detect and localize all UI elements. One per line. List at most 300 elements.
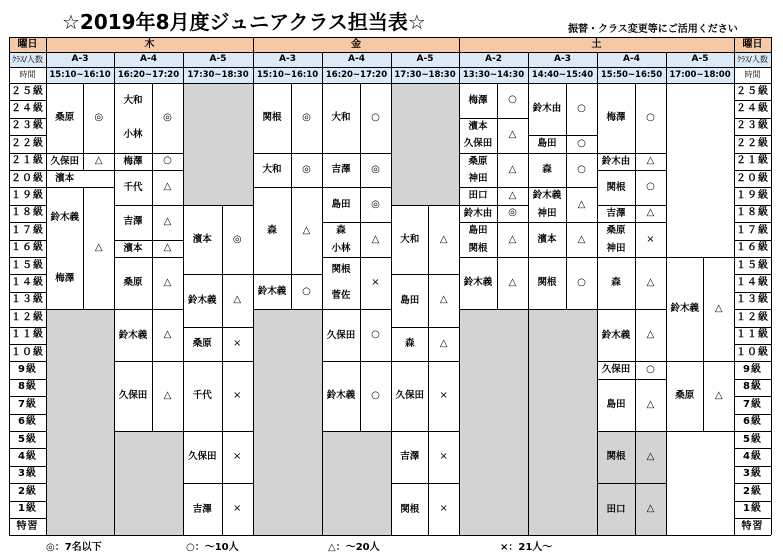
grid-line	[291, 274, 292, 309]
class-name: A-5	[391, 52, 459, 67]
teacher-name: 桑原	[675, 390, 695, 402]
teacher-name: 鈴木義	[601, 329, 631, 341]
grid-line	[222, 327, 223, 362]
grid-line	[83, 83, 84, 153]
grid-line	[734, 379, 771, 380]
grid-line	[9, 483, 46, 484]
enrollment-mark: ○	[371, 390, 380, 402]
grid-line	[360, 222, 361, 257]
grid-line	[635, 379, 636, 431]
teacher-name: 千代	[123, 181, 143, 193]
grid-line	[9, 448, 46, 449]
grid-line	[734, 448, 771, 449]
grid-line	[497, 153, 498, 188]
grid-line	[9, 205, 46, 206]
legend-up-to-10: ○：～10人	[186, 542, 239, 553]
class-name: A-4	[114, 52, 183, 67]
level-label: 1級	[18, 503, 37, 515]
grid-line	[635, 257, 636, 309]
grid-line	[734, 292, 771, 293]
enrollment-mark: △	[163, 329, 172, 341]
enrollment-mark: △	[577, 233, 586, 245]
teacher-name: 島田	[537, 138, 557, 150]
level-label: 3級	[743, 468, 762, 480]
grid-line	[734, 257, 771, 258]
enrollment-mark: ○	[646, 111, 655, 123]
grid-line	[9, 222, 46, 223]
teacher-name: 鈴木義	[50, 212, 79, 224]
grid-line	[222, 361, 223, 431]
enrollment-mark: △	[508, 277, 517, 289]
grid-line	[497, 222, 498, 257]
level-label: １１級	[736, 329, 769, 341]
level-label: １０級	[11, 346, 44, 358]
weekday-header-right: 曜日	[734, 37, 771, 52]
teacher-name: 千代	[192, 390, 212, 402]
class-name: A-2	[459, 52, 528, 67]
grid-line	[9, 535, 771, 536]
level-label: １２級	[11, 311, 44, 323]
grid-line	[635, 83, 636, 153]
level-label: ２４級	[11, 103, 44, 115]
grid-line	[9, 135, 46, 136]
enrollment-mark: ○	[577, 163, 586, 175]
level-label: １９級	[736, 190, 769, 202]
no-class-area	[46, 309, 114, 535]
grid-line	[152, 361, 153, 431]
level-label: 9級	[18, 364, 37, 376]
grid-line	[635, 222, 636, 257]
class-name: A-5	[666, 52, 734, 67]
class-header-right: ｸﾗｽ/人数	[734, 52, 771, 67]
class-name: A-3	[46, 52, 114, 67]
enrollment-mark: △	[646, 503, 655, 515]
enrollment-mark: △	[94, 155, 103, 167]
enrollment-mark: ◎	[302, 163, 311, 175]
enrollment-mark: △	[577, 198, 586, 210]
level-label: 2級	[743, 485, 762, 497]
enrollment-mark: ×	[233, 390, 242, 402]
teacher-name: 田口	[606, 503, 626, 515]
grid-line	[734, 100, 771, 101]
level-label: 5級	[18, 433, 37, 445]
enrollment-mark: △	[163, 216, 172, 228]
grid-line	[114, 431, 183, 432]
level-label: 4級	[18, 451, 37, 463]
day-thursday: 木	[46, 37, 253, 52]
teacher-name: 桑原	[468, 155, 488, 167]
level-label: 7級	[18, 398, 37, 410]
level-label: ２２級	[736, 137, 769, 149]
grid-line	[734, 153, 771, 154]
teacher-name: 森	[336, 225, 346, 237]
grid-line	[360, 309, 361, 361]
level-label: １０級	[736, 346, 769, 358]
grid-line	[9, 67, 771, 68]
teacher-name: 桑原	[55, 112, 75, 124]
time-header-right: 時間	[744, 70, 761, 79]
teacher-name: 神田	[468, 172, 488, 184]
teacher-name: 鈴木由	[532, 103, 562, 115]
enrollment-mark: ○	[646, 364, 655, 376]
teacher-name: 大和	[331, 112, 351, 124]
grid-line	[771, 37, 772, 535]
no-class-area	[459, 309, 528, 535]
grid-line	[46, 37, 47, 535]
grid-line	[666, 431, 734, 432]
enrollment-mark: △	[94, 242, 103, 254]
teacher-name: 桑原	[192, 338, 212, 350]
teacher-name: 鈴木義	[257, 286, 287, 298]
grid-line	[9, 83, 771, 84]
teacher-name: 吉澤	[606, 207, 626, 219]
class-name: A-4	[597, 52, 666, 67]
enrollment-mark: △	[233, 294, 242, 306]
grid-line	[9, 37, 771, 38]
enrollment-mark: △	[714, 390, 723, 402]
enrollment-mark: △	[508, 233, 517, 245]
grid-line	[703, 361, 704, 431]
grid-line	[291, 83, 292, 153]
class-name: A-3	[253, 52, 322, 67]
class-name: A-5	[183, 52, 253, 67]
grid-line	[428, 431, 429, 483]
grid-line	[222, 483, 223, 535]
teacher-name: 久保田	[463, 138, 493, 150]
grid-line	[734, 501, 771, 502]
class-name: A-4	[322, 52, 391, 67]
grid-line	[497, 118, 498, 153]
teacher-name: 梅澤	[55, 272, 75, 284]
grid-line	[152, 83, 153, 153]
grid-line	[734, 135, 771, 136]
class-time: 17:30~18:30	[183, 67, 253, 83]
level-label: １６級	[11, 242, 44, 254]
level-label: １５級	[736, 259, 769, 271]
enrollment-mark: △	[163, 181, 172, 193]
teacher-name: 小林	[331, 242, 351, 254]
grid-line	[666, 52, 667, 535]
grid-line	[734, 466, 771, 467]
no-class-area	[322, 431, 391, 535]
grid-line	[734, 309, 771, 310]
grid-line	[9, 414, 46, 415]
teacher-name: 濱本	[192, 233, 212, 245]
teacher-name: 鈴木義	[326, 390, 356, 402]
grid-line	[597, 52, 598, 535]
level-label: 1級	[743, 503, 762, 515]
enrollment-mark: ×	[233, 451, 242, 463]
grid-line	[152, 309, 153, 361]
grid-line	[566, 135, 567, 152]
grid-line	[9, 344, 46, 345]
grid-line	[734, 344, 771, 345]
level-label: ２４級	[736, 103, 769, 115]
teacher-name: 久保田	[187, 451, 217, 463]
enrollment-mark: △	[371, 233, 380, 245]
grid-line	[152, 205, 153, 240]
class-header-left: ｸﾗｽ/人数	[9, 52, 46, 67]
level-label: 3級	[18, 468, 37, 480]
teacher-name: 大和	[123, 94, 143, 106]
enrollment-mark: ×	[439, 451, 448, 463]
enrollment-mark: △	[439, 337, 448, 349]
grid-line	[9, 292, 46, 293]
grid-line	[152, 170, 153, 205]
teacher-name: 関根	[468, 242, 488, 254]
teacher-name: 鈴木義	[118, 329, 148, 341]
level-label: １７級	[11, 224, 44, 236]
teacher-name: 桑原	[123, 277, 143, 289]
enrollment-mark: ×	[371, 277, 380, 289]
enrollment-mark: ×	[646, 233, 655, 245]
grid-line	[635, 361, 636, 378]
teacher-name: 久保田	[601, 364, 631, 376]
level-label: １５級	[11, 259, 44, 271]
enrollment-mark: ◎	[508, 207, 517, 219]
class-time: 15:10~16:10	[46, 67, 114, 83]
grid-line	[734, 327, 771, 328]
grid-line	[9, 466, 46, 467]
grid-line	[322, 52, 323, 535]
grid-line	[360, 257, 361, 309]
enrollment-mark: ◎	[94, 111, 104, 123]
teacher-name: 神田	[537, 207, 557, 219]
level-label: １３級	[736, 294, 769, 306]
no-class-area	[253, 309, 322, 535]
enrollment-mark: ○	[577, 137, 586, 149]
class-time: 16:20~17:20	[322, 67, 391, 83]
enrollment-mark: ○	[577, 277, 586, 289]
grid-line	[459, 37, 460, 535]
level-label: １４級	[11, 277, 44, 289]
level-label: １８級	[11, 207, 44, 219]
teacher-name: 梅澤	[606, 112, 626, 124]
grid-line	[635, 483, 636, 535]
teacher-name: 梅澤	[468, 94, 488, 106]
grid-line	[9, 187, 46, 188]
grid-line	[497, 187, 498, 204]
teacher-name: 鈴木由	[601, 155, 631, 167]
level-label: １１級	[11, 329, 44, 341]
teacher-name: 島田	[331, 199, 351, 211]
time-header-left: 時間	[19, 70, 36, 79]
legend-very-few: ◎：7名以下	[46, 542, 102, 553]
grid-line	[83, 187, 84, 309]
level-label: ２３級	[11, 120, 44, 132]
level-label: 2級	[18, 485, 37, 497]
teacher-name: 島田	[400, 294, 420, 306]
grid-line	[9, 100, 46, 101]
level-label: １４級	[736, 277, 769, 289]
no-class-area	[114, 431, 183, 535]
level-label: ２０級	[11, 172, 44, 184]
level-label: １９級	[11, 190, 44, 202]
grid-line	[459, 309, 528, 310]
grid-line	[734, 240, 771, 241]
grid-line	[152, 257, 153, 309]
grid-line	[528, 309, 597, 310]
grid-line	[360, 187, 361, 222]
level-label: 9級	[743, 364, 762, 376]
teacher-name: 久保田	[395, 390, 424, 402]
grid-line	[9, 52, 771, 53]
teacher-name: 島田	[606, 399, 626, 411]
teacher-name: 吉澤	[192, 503, 212, 515]
grid-line	[734, 205, 771, 206]
grid-line	[428, 361, 429, 431]
grid-line	[734, 222, 771, 223]
class-time: 17:30~18:30	[391, 67, 459, 83]
enrollment-mark: △	[302, 224, 311, 236]
level-label: 5級	[743, 433, 762, 445]
grid-line	[391, 52, 392, 535]
teacher-name: 吉澤	[400, 451, 420, 463]
teacher-name: 小林	[123, 129, 143, 141]
enrollment-mark: △	[508, 190, 517, 202]
teacher-name: 濱本	[468, 120, 488, 132]
teacher-name: 関根	[606, 451, 626, 463]
teacher-name: 菅佐	[331, 290, 351, 302]
teacher-name: 濱本	[55, 172, 75, 184]
level-label: 4級	[743, 451, 762, 463]
level-label: ２２級	[11, 137, 44, 149]
enrollment-mark: ×	[439, 503, 448, 515]
level-label: 特習	[16, 520, 39, 532]
grid-line	[9, 257, 46, 258]
grid-line	[9, 153, 46, 154]
level-label: ２１級	[736, 155, 769, 167]
enrollment-mark: ◎	[163, 111, 172, 123]
grid-line	[291, 187, 292, 274]
grid-line	[734, 396, 771, 397]
enrollment-mark: ○	[646, 181, 655, 193]
no-class-area	[183, 83, 253, 205]
enrollment-mark: △	[439, 294, 448, 306]
teacher-name: 関根	[331, 264, 351, 276]
teacher-name: 関根	[537, 277, 557, 289]
class-time: 15:50~16:50	[597, 67, 666, 83]
grid-line	[222, 205, 223, 275]
teacher-name: 森	[267, 225, 277, 237]
enrollment-mark: △	[646, 329, 655, 341]
teacher-name: 吉澤	[331, 164, 351, 176]
enrollment-mark: ○	[302, 285, 311, 297]
enrollment-mark: ○	[163, 155, 172, 167]
grid-line	[222, 431, 223, 483]
enrollment-mark: △	[508, 163, 517, 175]
usage-note: 振替・クラス変更等にご活用ください	[568, 24, 738, 35]
grid-line	[566, 257, 567, 309]
enrollment-mark: △	[646, 155, 655, 167]
enrollment-mark: ×	[233, 337, 242, 349]
teacher-name: 大和	[262, 164, 282, 176]
class-time: 16:20~17:20	[114, 67, 183, 83]
level-label: ２５級	[736, 85, 769, 97]
grid-line	[9, 327, 46, 328]
day-saturday: 土	[459, 37, 734, 52]
grid-line	[635, 205, 636, 222]
grid-line	[9, 274, 46, 275]
enrollment-mark: ○	[371, 329, 380, 341]
grid-line	[291, 153, 292, 188]
grid-line	[9, 396, 46, 397]
teacher-name: 桑原	[606, 225, 626, 237]
level-label: ２５級	[11, 85, 44, 97]
enrollment-mark: ×	[439, 390, 448, 402]
grid-line	[46, 309, 114, 310]
grid-line	[635, 170, 636, 205]
page-title: ☆2019年8月度ジュニアクラス担当表☆	[62, 10, 426, 34]
grid-line	[734, 274, 771, 275]
grid-line	[734, 431, 771, 432]
level-label: 8級	[18, 381, 37, 393]
enrollment-mark: △	[646, 451, 655, 463]
teacher-name: 森	[404, 338, 415, 350]
grid-line	[635, 431, 636, 483]
grid-line	[428, 274, 429, 326]
teacher-name: 鈴木義	[187, 294, 217, 306]
class-time: 17:00~18:00	[666, 67, 734, 83]
teacher-name: 関根	[606, 181, 626, 193]
teacher-name: 梅澤	[123, 155, 143, 167]
enrollment-mark: ◎	[371, 163, 380, 175]
grid-line	[114, 52, 115, 535]
enrollment-mark: △	[508, 129, 517, 141]
grid-line	[222, 274, 223, 326]
level-label: 7級	[743, 398, 762, 410]
grid-line	[9, 170, 46, 171]
teacher-name: 関根	[400, 503, 420, 515]
grid-line	[734, 483, 771, 484]
enrollment-mark: △	[646, 277, 655, 289]
enrollment-mark: ○	[371, 111, 380, 123]
grid-line	[734, 187, 771, 188]
grid-line	[322, 431, 391, 432]
grid-line	[152, 240, 153, 257]
teacher-name: 久保田	[118, 390, 148, 402]
schedule-table	[9, 37, 771, 534]
teacher-name: 森	[542, 164, 552, 176]
grid-line	[9, 240, 46, 241]
enrollment-mark: △	[646, 207, 655, 219]
grid-line	[734, 518, 771, 519]
class-time: 15:10~16:10	[253, 67, 322, 83]
grid-line	[9, 501, 46, 502]
teacher-name: 関根	[262, 112, 282, 124]
level-label: １３級	[11, 294, 44, 306]
grid-line	[566, 222, 567, 257]
enrollment-mark: △	[163, 242, 172, 254]
teacher-name: 久保田	[50, 155, 79, 167]
teacher-name: 鈴木由	[463, 207, 493, 219]
legend-up-to-20: △：～20人	[328, 542, 380, 553]
enrollment-mark: ◎	[232, 233, 242, 245]
level-label: ２３級	[736, 120, 769, 132]
enrollment-mark: ○	[508, 94, 517, 106]
teacher-name: 濱本	[123, 242, 143, 254]
enrollment-mark: △	[439, 233, 448, 245]
grid-line	[9, 379, 46, 380]
weekday-header-left: 曜日	[9, 37, 46, 52]
class-time: 14:40~15:40	[528, 67, 597, 83]
teacher-name: 鈴木義	[532, 190, 562, 202]
level-label: ２１級	[11, 155, 44, 167]
grid-line	[253, 37, 254, 535]
grid-line	[152, 153, 153, 170]
legend-21-plus: ×：21人～	[500, 542, 553, 553]
day-friday: 金	[253, 37, 459, 52]
